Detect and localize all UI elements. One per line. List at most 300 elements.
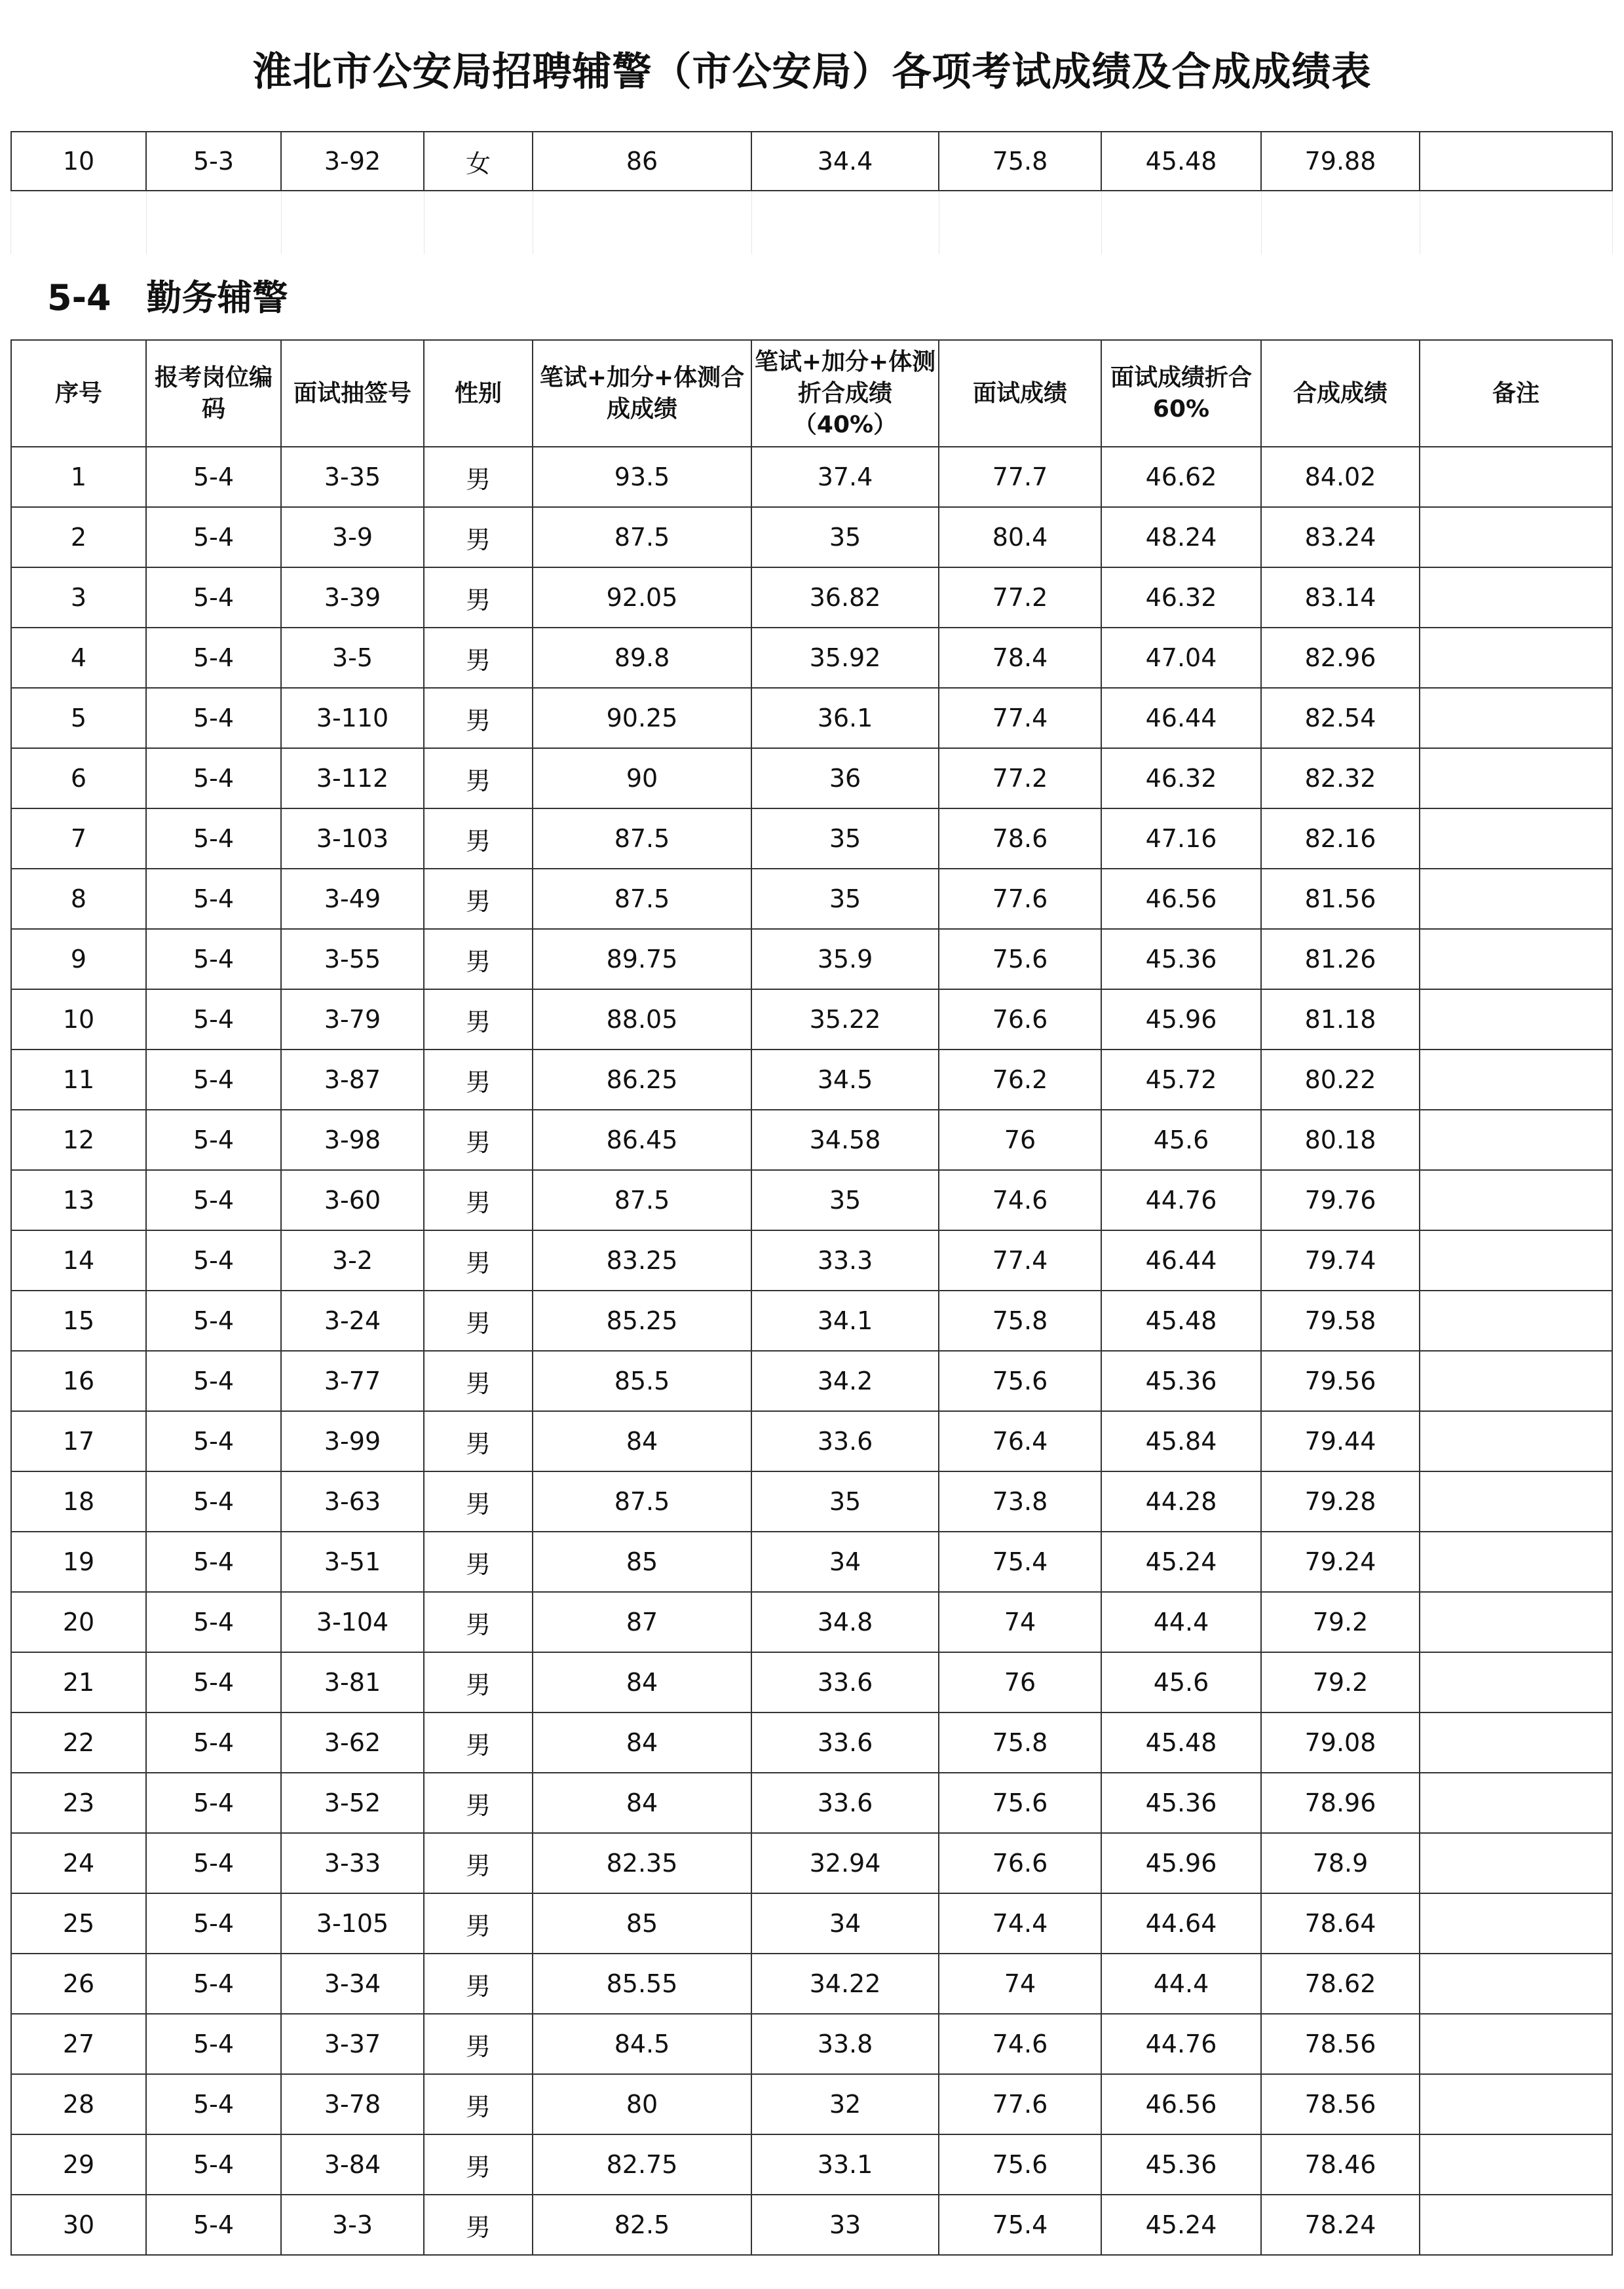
cell-sex: 男 bbox=[424, 2195, 533, 2255]
cell-sex: 男 bbox=[424, 1954, 533, 2014]
cell-raw40: 37.4 bbox=[751, 447, 939, 507]
cell-total: 78.64 bbox=[1261, 1893, 1420, 1954]
cell-sex: 男 bbox=[424, 507, 533, 567]
cell-note bbox=[1420, 2134, 1612, 2195]
cell-post: 5-4 bbox=[146, 1230, 281, 1291]
cell-iv: 76.6 bbox=[939, 1833, 1101, 1893]
cell-total: 79.28 bbox=[1261, 1471, 1420, 1532]
cell-total: 83.14 bbox=[1261, 567, 1420, 628]
cell-post: 5-4 bbox=[146, 1712, 281, 1773]
cell-no: 12 bbox=[11, 1110, 146, 1170]
cell-post: 5-4 bbox=[146, 1954, 281, 2014]
cell-iv60: 45.36 bbox=[1101, 1773, 1261, 1833]
cell-draw: 3-5 bbox=[281, 628, 424, 688]
table-row bbox=[11, 1351, 1612, 1411]
cell-iv60: 45.36 bbox=[1101, 929, 1261, 989]
cell-total: 78.62 bbox=[1261, 1954, 1420, 2014]
cell-sex: 男 bbox=[424, 869, 533, 929]
cell-iv60: 45.36 bbox=[1101, 1351, 1261, 1411]
cell-iv: 74 bbox=[939, 1954, 1101, 2014]
cell-raw40: 33 bbox=[751, 2195, 939, 2255]
cell-total: 79.88 bbox=[1261, 132, 1420, 191]
cell-no: 13 bbox=[11, 1170, 146, 1230]
cell-iv60: 46.56 bbox=[1101, 869, 1261, 929]
cell-no: 14 bbox=[11, 1230, 146, 1291]
cell-iv60: 44.64 bbox=[1101, 1893, 1261, 1954]
cell-sex: 男 bbox=[424, 929, 533, 989]
cell-raw40: 32.94 bbox=[751, 1833, 939, 1893]
table-row bbox=[11, 2134, 1612, 2195]
table-row bbox=[11, 929, 1612, 989]
page-title: 淮北市公安局招聘辅警（市公安局）各项考试成绩及合成成绩表 bbox=[252, 49, 1372, 95]
header-post: 报考岗位编码 bbox=[146, 340, 281, 447]
cell-draw: 3-49 bbox=[281, 869, 424, 929]
cell-iv60: 45.24 bbox=[1101, 1532, 1261, 1592]
cell-raw40: 33.6 bbox=[751, 1712, 939, 1773]
cell-no: 2 bbox=[11, 507, 146, 567]
cell-iv60: 44.76 bbox=[1101, 1170, 1261, 1230]
cell-sex: 男 bbox=[424, 2014, 533, 2074]
cell-iv60: 46.44 bbox=[1101, 688, 1261, 748]
cell-iv: 77.4 bbox=[939, 1230, 1101, 1291]
header-note: 备注 bbox=[1420, 340, 1612, 447]
cell-draw: 3-52 bbox=[281, 1773, 424, 1833]
cell-iv60: 44.76 bbox=[1101, 2014, 1261, 2074]
cell-iv: 75.8 bbox=[939, 1291, 1101, 1351]
cell-draw: 3-3 bbox=[281, 2195, 424, 2255]
header-draw: 面试抽签号 bbox=[281, 340, 424, 447]
cell-sex: 男 bbox=[424, 1170, 533, 1230]
cell-raw40: 33.6 bbox=[751, 1411, 939, 1471]
cell-total: 78.9 bbox=[1261, 1833, 1420, 1893]
table-row bbox=[11, 567, 1612, 628]
cell-iv: 77.4 bbox=[939, 688, 1101, 748]
cell-note bbox=[1420, 1893, 1612, 1954]
table-row bbox=[11, 688, 1612, 748]
cell-post: 5-4 bbox=[146, 447, 281, 507]
cell-raw: 88.05 bbox=[533, 989, 751, 1050]
cell-no: 20 bbox=[11, 1592, 146, 1652]
cell-total: 78.56 bbox=[1261, 2074, 1420, 2134]
cell-total: 81.26 bbox=[1261, 929, 1420, 989]
cell-raw: 82.5 bbox=[533, 2195, 751, 2255]
cell-raw: 93.5 bbox=[533, 447, 751, 507]
cell-note bbox=[1420, 1230, 1612, 1291]
cell-total: 80.18 bbox=[1261, 1110, 1420, 1170]
cell-sex: 男 bbox=[424, 628, 533, 688]
cell-post: 5-4 bbox=[146, 748, 281, 808]
cell-no: 24 bbox=[11, 1833, 146, 1893]
cell-note bbox=[1420, 1351, 1612, 1411]
cell-draw: 3-33 bbox=[281, 1833, 424, 1893]
cell-total: 79.2 bbox=[1261, 1652, 1420, 1712]
cell-raw: 87.5 bbox=[533, 1471, 751, 1532]
cell-raw40: 33.6 bbox=[751, 1773, 939, 1833]
cell-note bbox=[1420, 447, 1612, 507]
cell-iv60: 45.48 bbox=[1101, 1291, 1261, 1351]
cell-raw: 85 bbox=[533, 1893, 751, 1954]
cell-no: 6 bbox=[11, 748, 146, 808]
cell-post: 5-4 bbox=[146, 1411, 281, 1471]
table-row bbox=[11, 1712, 1612, 1773]
cell-sex: 男 bbox=[424, 1411, 533, 1471]
cell-iv60: 46.44 bbox=[1101, 1230, 1261, 1291]
cell-raw40: 35 bbox=[751, 1471, 939, 1532]
cell-note bbox=[1420, 1170, 1612, 1230]
cell-iv60: 45.48 bbox=[1101, 132, 1261, 191]
cell-iv60: 45.24 bbox=[1101, 2195, 1261, 2255]
cell-iv: 76.6 bbox=[939, 989, 1101, 1050]
cell-note bbox=[1420, 1110, 1612, 1170]
cell-post: 5-4 bbox=[146, 1652, 281, 1712]
continuation-table bbox=[10, 131, 1613, 191]
cell-post: 5-4 bbox=[146, 2014, 281, 2074]
cell-sex: 男 bbox=[424, 1110, 533, 1170]
table-row bbox=[11, 869, 1612, 929]
cell-sex: 男 bbox=[424, 1833, 533, 1893]
cell-iv60: 45.36 bbox=[1101, 2134, 1261, 2195]
table-row bbox=[11, 1893, 1612, 1954]
cell-draw: 3-24 bbox=[281, 1291, 424, 1351]
cell-raw40: 34.1 bbox=[751, 1291, 939, 1351]
cell-post: 5-4 bbox=[146, 507, 281, 567]
cell-total: 79.44 bbox=[1261, 1411, 1420, 1471]
table-row bbox=[11, 1291, 1612, 1351]
cell-draw: 3-34 bbox=[281, 1954, 424, 2014]
table-row bbox=[11, 748, 1612, 808]
cell-raw: 85.25 bbox=[533, 1291, 751, 1351]
cell-raw40: 36.82 bbox=[751, 567, 939, 628]
table-row bbox=[11, 1411, 1612, 1471]
cell-no: 10 bbox=[11, 989, 146, 1050]
cell-no: 30 bbox=[11, 2195, 146, 2255]
cell-note bbox=[1420, 2195, 1612, 2255]
cell-total: 78.46 bbox=[1261, 2134, 1420, 2195]
cell-total: 79.58 bbox=[1261, 1291, 1420, 1351]
cell-draw: 3-92 bbox=[281, 132, 424, 191]
scores-table bbox=[10, 339, 1613, 2256]
cell-no: 1 bbox=[11, 447, 146, 507]
header-iv: 面试成绩 bbox=[939, 340, 1101, 447]
cell-sex: 女 bbox=[424, 132, 533, 191]
cell-iv: 73.8 bbox=[939, 1471, 1101, 1532]
cell-raw40: 35.22 bbox=[751, 989, 939, 1050]
cell-note bbox=[1420, 1773, 1612, 1833]
cell-total: 79.2 bbox=[1261, 1592, 1420, 1652]
cell-iv60: 44.4 bbox=[1101, 1592, 1261, 1652]
cell-no: 11 bbox=[11, 1050, 146, 1110]
cell-sex: 男 bbox=[424, 1532, 533, 1592]
cell-post: 5-4 bbox=[146, 1773, 281, 1833]
cell-iv: 74.6 bbox=[939, 1170, 1101, 1230]
cell-iv60: 44.4 bbox=[1101, 1954, 1261, 2014]
cell-draw: 3-87 bbox=[281, 1050, 424, 1110]
table-row bbox=[11, 1592, 1612, 1652]
cell-draw: 3-2 bbox=[281, 1230, 424, 1291]
header-iv60: 面试成绩折合60% bbox=[1101, 340, 1261, 447]
cell-note bbox=[1420, 1471, 1612, 1532]
cell-raw40: 35 bbox=[751, 1170, 939, 1230]
section-title: 5-4 勤务辅警 bbox=[47, 277, 288, 318]
cell-iv: 78.4 bbox=[939, 628, 1101, 688]
cell-post: 5-4 bbox=[146, 808, 281, 869]
cell-iv: 76 bbox=[939, 1110, 1101, 1170]
cell-no: 25 bbox=[11, 1893, 146, 1954]
cell-raw40: 34 bbox=[751, 1893, 939, 1954]
cell-raw40: 35 bbox=[751, 808, 939, 869]
cell-post: 5-4 bbox=[146, 1170, 281, 1230]
cell-total: 79.08 bbox=[1261, 1712, 1420, 1773]
cell-raw40: 35 bbox=[751, 507, 939, 567]
cell-total: 80.22 bbox=[1261, 1050, 1420, 1110]
cell-no: 23 bbox=[11, 1773, 146, 1833]
cell-draw: 3-98 bbox=[281, 1110, 424, 1170]
cell-iv: 75.8 bbox=[939, 132, 1101, 191]
table-row bbox=[11, 1532, 1612, 1592]
cell-sex: 男 bbox=[424, 1652, 533, 1712]
cell-raw40: 33.1 bbox=[751, 2134, 939, 2195]
header-raw40: 笔试+加分+体测折合成绩（40%） bbox=[751, 340, 939, 447]
cell-iv: 75.6 bbox=[939, 929, 1101, 989]
cell-iv: 75.8 bbox=[939, 1712, 1101, 1773]
cell-draw: 3-55 bbox=[281, 929, 424, 989]
cell-no: 9 bbox=[11, 929, 146, 989]
cell-total: 81.18 bbox=[1261, 989, 1420, 1050]
cell-draw: 3-104 bbox=[281, 1592, 424, 1652]
cell-note bbox=[1420, 1411, 1612, 1471]
cell-draw: 3-35 bbox=[281, 447, 424, 507]
cell-no: 15 bbox=[11, 1291, 146, 1351]
cell-no: 21 bbox=[11, 1652, 146, 1712]
cell-raw: 92.05 bbox=[533, 567, 751, 628]
cell-total: 79.74 bbox=[1261, 1230, 1420, 1291]
cell-no: 5 bbox=[11, 688, 146, 748]
cell-post: 5-4 bbox=[146, 1110, 281, 1170]
cell-note bbox=[1420, 1050, 1612, 1110]
table-row bbox=[11, 1050, 1612, 1110]
cell-raw: 87.5 bbox=[533, 808, 751, 869]
cell-post: 5-4 bbox=[146, 1893, 281, 1954]
cell-post: 5-4 bbox=[146, 2074, 281, 2134]
cell-no: 27 bbox=[11, 2014, 146, 2074]
cell-sex: 男 bbox=[424, 989, 533, 1050]
cell-note bbox=[1420, 1532, 1612, 1592]
cell-note bbox=[1420, 929, 1612, 989]
cell-raw: 87.5 bbox=[533, 1170, 751, 1230]
cell-iv60: 45.6 bbox=[1101, 1110, 1261, 1170]
cell-note bbox=[1420, 628, 1612, 688]
cell-no: 17 bbox=[11, 1411, 146, 1471]
cell-no: 8 bbox=[11, 869, 146, 929]
cell-sex: 男 bbox=[424, 1592, 533, 1652]
cell-sex: 男 bbox=[424, 1893, 533, 1954]
table-row bbox=[11, 1230, 1612, 1291]
cell-sex: 男 bbox=[424, 1291, 533, 1351]
table-row bbox=[11, 989, 1612, 1050]
cell-total: 79.76 bbox=[1261, 1170, 1420, 1230]
cell-post: 5-4 bbox=[146, 1050, 281, 1110]
header-raw: 笔试+加分+体测合成成绩 bbox=[533, 340, 751, 447]
cell-raw: 80 bbox=[533, 2074, 751, 2134]
cell-total: 82.32 bbox=[1261, 748, 1420, 808]
cell-draw: 3-110 bbox=[281, 688, 424, 748]
cell-raw40: 34.5 bbox=[751, 1050, 939, 1110]
cell-raw40: 35.9 bbox=[751, 929, 939, 989]
cell-raw: 84 bbox=[533, 1411, 751, 1471]
cell-raw: 87 bbox=[533, 1592, 751, 1652]
table-row bbox=[11, 628, 1612, 688]
cell-raw: 89.75 bbox=[533, 929, 751, 989]
cell-note bbox=[1420, 1833, 1612, 1893]
cell-iv: 76.4 bbox=[939, 1411, 1101, 1471]
cell-iv: 76.2 bbox=[939, 1050, 1101, 1110]
cell-no: 19 bbox=[11, 1532, 146, 1592]
cell-no: 22 bbox=[11, 1712, 146, 1773]
table-row bbox=[11, 507, 1612, 567]
cell-raw: 85.5 bbox=[533, 1351, 751, 1411]
cell-raw: 86.25 bbox=[533, 1050, 751, 1110]
cell-draw: 3-81 bbox=[281, 1652, 424, 1712]
cell-post: 5-4 bbox=[146, 1833, 281, 1893]
cell-raw: 86.45 bbox=[533, 1110, 751, 1170]
cell-sex: 男 bbox=[424, 1471, 533, 1532]
cell-iv60: 46.56 bbox=[1101, 2074, 1261, 2134]
cell-total: 82.96 bbox=[1261, 628, 1420, 688]
cell-post: 5-4 bbox=[146, 688, 281, 748]
cell-raw: 84 bbox=[533, 1712, 751, 1773]
cell-draw: 3-77 bbox=[281, 1351, 424, 1411]
cell-sex: 男 bbox=[424, 1351, 533, 1411]
table-row bbox=[11, 1652, 1612, 1712]
cell-total: 84.02 bbox=[1261, 447, 1420, 507]
cell-draw: 3-37 bbox=[281, 2014, 424, 2074]
cell-post: 5-4 bbox=[146, 1351, 281, 1411]
cell-iv60: 46.32 bbox=[1101, 567, 1261, 628]
cell-iv60: 45.84 bbox=[1101, 1411, 1261, 1471]
cell-note bbox=[1420, 567, 1612, 628]
cell-draw: 3-63 bbox=[281, 1471, 424, 1532]
cell-note bbox=[1420, 808, 1612, 869]
cell-raw40: 33.8 bbox=[751, 2014, 939, 2074]
cell-post: 5-4 bbox=[146, 2195, 281, 2255]
cell-sex: 男 bbox=[424, 1230, 533, 1291]
table-row bbox=[11, 808, 1612, 869]
table-row bbox=[11, 2074, 1612, 2134]
cell-draw: 3-79 bbox=[281, 989, 424, 1050]
cell-raw40: 32 bbox=[751, 2074, 939, 2134]
cell-raw: 90.25 bbox=[533, 688, 751, 748]
cell-raw: 82.35 bbox=[533, 1833, 751, 1893]
cell-no: 10 bbox=[11, 132, 146, 191]
cell-no: 26 bbox=[11, 1954, 146, 2014]
cell-raw: 85.55 bbox=[533, 1954, 751, 2014]
cell-raw40: 34.22 bbox=[751, 1954, 939, 2014]
cell-iv60: 46.32 bbox=[1101, 748, 1261, 808]
cell-raw40: 34 bbox=[751, 1532, 939, 1592]
cell-total: 78.56 bbox=[1261, 2014, 1420, 2074]
cell-draw: 3-51 bbox=[281, 1532, 424, 1592]
cell-iv: 77.7 bbox=[939, 447, 1101, 507]
cell-raw: 87.5 bbox=[533, 869, 751, 929]
cell-note bbox=[1420, 2014, 1612, 2074]
cell-draw: 3-99 bbox=[281, 1411, 424, 1471]
cell-no: 28 bbox=[11, 2074, 146, 2134]
cell-note bbox=[1420, 132, 1612, 191]
cell-note bbox=[1420, 1592, 1612, 1652]
cell-iv: 75.6 bbox=[939, 1351, 1101, 1411]
table-row bbox=[11, 447, 1612, 507]
cell-post: 5-4 bbox=[146, 869, 281, 929]
cell-sex: 男 bbox=[424, 688, 533, 748]
cell-total: 79.56 bbox=[1261, 1351, 1420, 1411]
cell-draw: 3-103 bbox=[281, 808, 424, 869]
cell-note bbox=[1420, 1652, 1612, 1712]
cell-post: 5-4 bbox=[146, 567, 281, 628]
cell-iv: 77.6 bbox=[939, 869, 1101, 929]
cell-sex: 男 bbox=[424, 2134, 533, 2195]
cell-sex: 男 bbox=[424, 1050, 533, 1110]
cell-draw: 3-105 bbox=[281, 1893, 424, 1954]
cell-iv60: 47.16 bbox=[1101, 808, 1261, 869]
cell-note bbox=[1420, 989, 1612, 1050]
cell-iv60: 48.24 bbox=[1101, 507, 1261, 567]
cell-post: 5-4 bbox=[146, 628, 281, 688]
cell-total: 81.56 bbox=[1261, 869, 1420, 929]
cell-raw40: 36 bbox=[751, 748, 939, 808]
cell-total: 78.96 bbox=[1261, 1773, 1420, 1833]
cell-note bbox=[1420, 1712, 1612, 1773]
cell-raw40: 34.58 bbox=[751, 1110, 939, 1170]
cell-post: 5-3 bbox=[146, 132, 281, 191]
table-row bbox=[11, 1833, 1612, 1893]
cell-iv: 75.4 bbox=[939, 1532, 1101, 1592]
cell-raw40: 34.2 bbox=[751, 1351, 939, 1411]
cell-no: 18 bbox=[11, 1471, 146, 1532]
cell-note bbox=[1420, 869, 1612, 929]
cell-note bbox=[1420, 1291, 1612, 1351]
cell-note bbox=[1420, 507, 1612, 567]
cell-iv: 78.6 bbox=[939, 808, 1101, 869]
cell-iv60: 45.96 bbox=[1101, 1833, 1261, 1893]
table-row bbox=[11, 1954, 1612, 2014]
cell-iv60: 46.62 bbox=[1101, 447, 1261, 507]
cell-raw: 85 bbox=[533, 1532, 751, 1592]
cell-iv: 77.2 bbox=[939, 748, 1101, 808]
header-no: 序号 bbox=[11, 340, 146, 447]
cell-draw: 3-9 bbox=[281, 507, 424, 567]
cell-note bbox=[1420, 748, 1612, 808]
header-sex: 性别 bbox=[424, 340, 533, 447]
cell-iv: 75.6 bbox=[939, 1773, 1101, 1833]
cell-raw: 84.5 bbox=[533, 2014, 751, 2074]
cell-iv: 77.6 bbox=[939, 2074, 1101, 2134]
table-row bbox=[11, 1170, 1612, 1230]
cell-no: 3 bbox=[11, 567, 146, 628]
cell-no: 16 bbox=[11, 1351, 146, 1411]
header-row bbox=[11, 340, 1612, 447]
cell-iv: 74.6 bbox=[939, 2014, 1101, 2074]
cell-post: 5-4 bbox=[146, 1592, 281, 1652]
cell-note bbox=[1420, 688, 1612, 748]
cell-raw40: 33.3 bbox=[751, 1230, 939, 1291]
cell-total: 83.24 bbox=[1261, 507, 1420, 567]
cell-draw: 3-39 bbox=[281, 567, 424, 628]
cell-raw: 90 bbox=[533, 748, 751, 808]
cell-sex: 男 bbox=[424, 567, 533, 628]
cell-post: 5-4 bbox=[146, 2134, 281, 2195]
cell-sex: 男 bbox=[424, 1712, 533, 1773]
cell-iv: 75.6 bbox=[939, 2134, 1101, 2195]
